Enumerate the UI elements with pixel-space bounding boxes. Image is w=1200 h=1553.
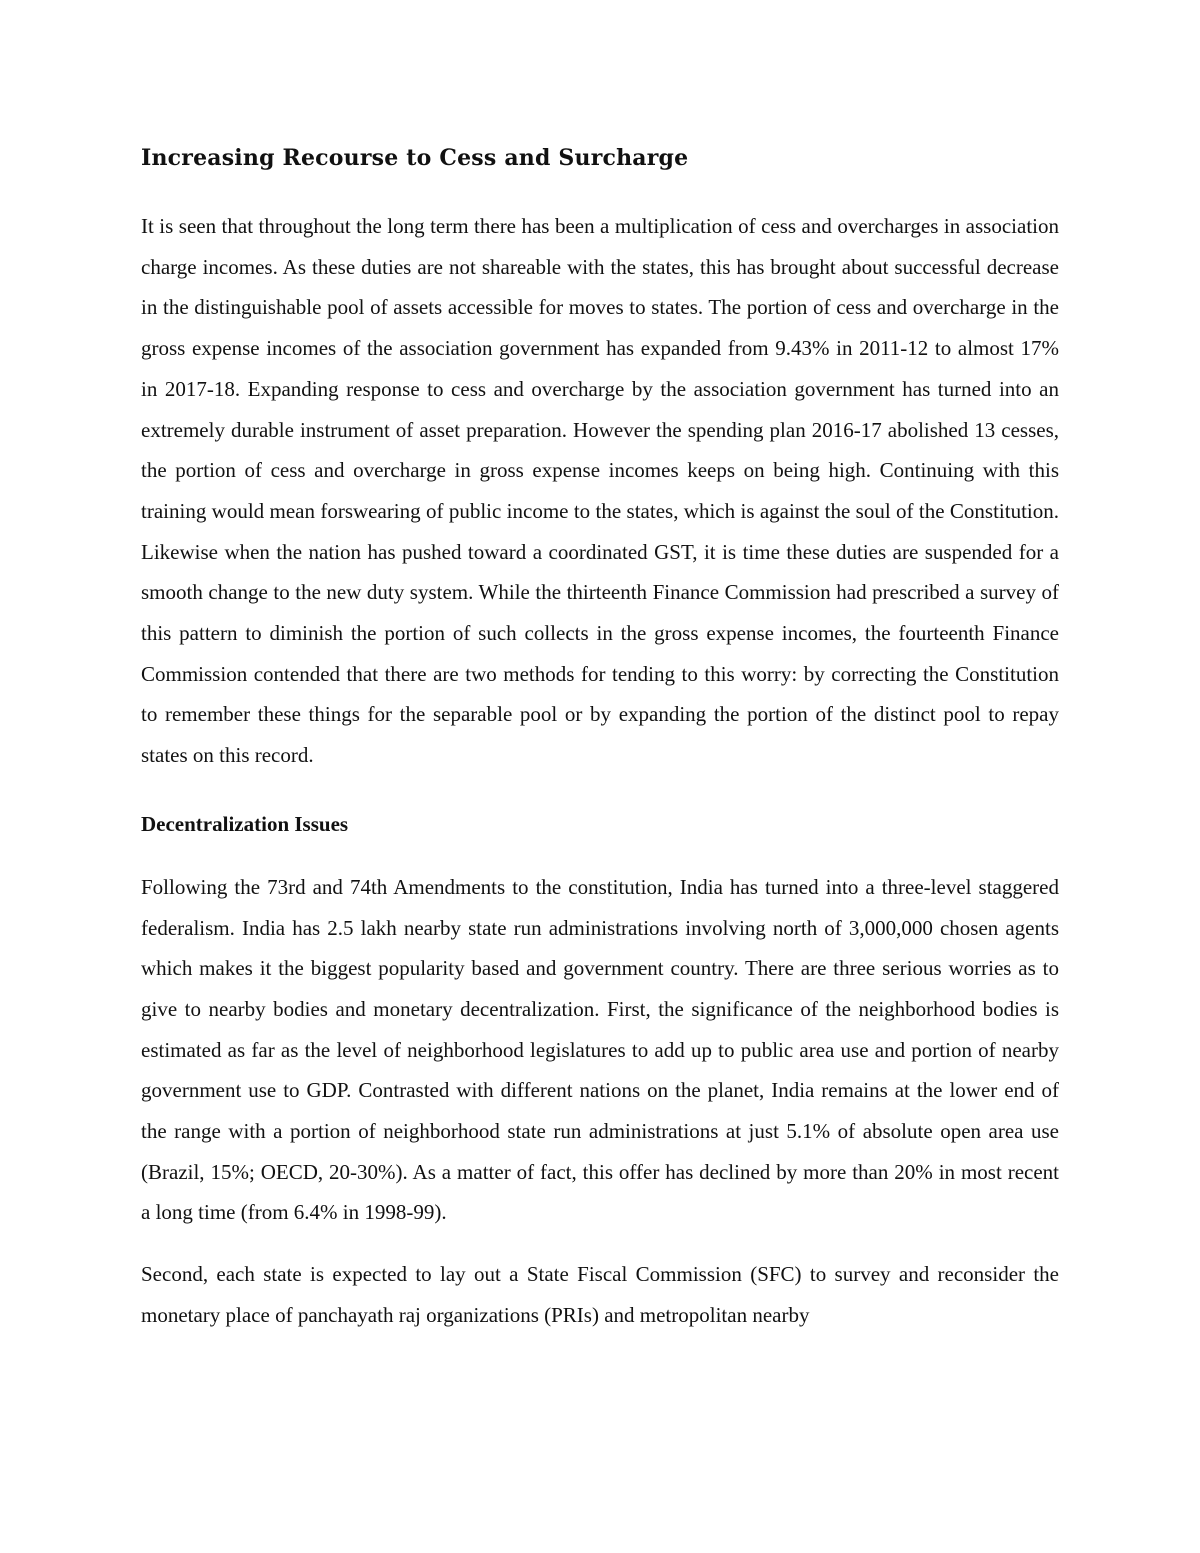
section-heading-decentralization: Decentralization Issues bbox=[141, 811, 349, 836]
paragraph-sfc: Second, each state is expected to lay out a State Fiscal Commission (SFC) to survey and reconsider the monetary place of panchayath raj organizations (PRIs) and metropolitan nearby bbox=[141, 1262, 1059, 1327]
paragraph-decentralization: Following the 73rd and 74th Amendments to the constitution, India has turned into a three-level staggered federalism. India has 2.5 lakh nearby state run administrations involving north of 3,000,000 chosen agents which makes it the biggest popularity based and government country. There are three serious worries as to give to nearby bodies and monetary decentralization. First, the significance of the neighborhood bodies is estimated as far as the level of neighborhood legislatures to add up to public area use and portion of nearby government use to GDP. Contrasted with different nations on the planet, India remains at the lower end of the range with a portion of neighborhood state run administrations at just 5.1% of absolute open area use (Brazil, 15%; OECD, 20-30%). As a matter of fact, this offer has declined by more than 20% in most recent a long time (from 6.4% in 1998-99). bbox=[141, 874, 1059, 1225]
paragraph-cess-surcharge: It is seen that throughout the long term there has been a multiplication of cess and overcharges in association charge incomes. As these duties are not shareable with the states, this has brought about successful decrease in the distinguishable pool of assets accessible for moves to states. The portion of cess and overcharge in the gross expense incomes of the association government has expanded from 9.43% in 2011-12 to almost 17% in 2017-18. Expanding response to cess and overcharge by the association government has turned into an extremely durable instrument of asset preparation. However the spending plan 2016-17 abolished 13 cesses, the portion of cess and overcharge in gross expense incomes keeps on being high. Continuing with this training would mean forswearing of public income to the states, which is against the soul of the Constitution. Likewise when the nation has pushed toward a coordinated GST, it is time these duties are suspended for a smooth change to the new duty system. While the thirteenth Finance Commission had prescribed a survey of this pattern to diminish the portion of such collects in the gross expense incomes, the fourteenth Finance Commission contended that there are two methods for tending to this worry: by correcting the Constitution to remember these things for the separable pool or by expanding the portion of the distinct pool to repay states on this record. bbox=[141, 214, 1059, 768]
document-page bbox=[141, 142, 1059, 1336]
document-title: Increasing Recourse to Cess and Surcharge bbox=[141, 145, 689, 171]
